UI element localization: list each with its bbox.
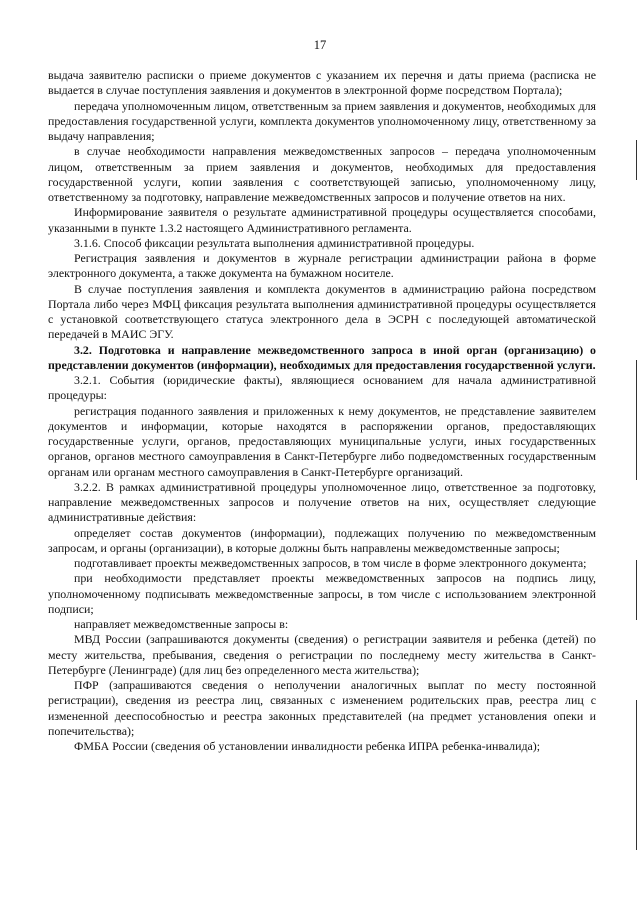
paragraph-determines: определяет состав документов (информации), подлежащих получению по межведомственным запросам, и органы (организации), в которые должны быть направлены межведомственные запросы; bbox=[48, 525, 596, 555]
paragraph-pfr: ПФР (запрашиваются сведения о неполучении аналогичных выплат по месту постоянной регистрации), сведения из реестра лиц, связанных с изменением родительских прав, реестра лиц с измененной дееспособностью и реестра законных представителей (на предмет установления опеки и попечительства); bbox=[48, 678, 596, 738]
document-body bbox=[48, 68, 596, 754]
scan-edge-mark bbox=[636, 560, 637, 620]
paragraph-portal-mfc: В случае поступления заявления и комплекта документов в администрацию района посредством Портала либо через МФЦ фиксация результата выполнения административной процедуры осуществляется с установкой соответствующего статуса электронного дела в ЭСРН с последующей автоматической передачей в МАИС ЭГУ. bbox=[48, 281, 596, 342]
paragraph-receipt: выдача заявителю расписки о приеме документов с указанием их перечня и даты приема (расписка не выдается в случае поступления заявления и документов в электронной форме посредством Портала); bbox=[48, 68, 596, 98]
section-heading-3-2: 3.2. Подготовка и направление межведомственного запроса в иной орган (организацию) о представлении документов (информации), необходимых для предоставления государственной услуги. bbox=[48, 342, 596, 372]
paragraph-sends: направляет межведомственные запросы в: bbox=[74, 617, 289, 631]
paragraph-transfer-documents: передача уполномоченным лицом, ответственным за прием заявления и документов, необходимых для предоставления государственной услуги, комплекта документов уполномоченному лицу, ответственному за выдачу направления; bbox=[48, 98, 596, 143]
paragraph-fmba: ФМБА России (сведения об установлении инвалидности ребенка ИПРА ребенка-инвалида); bbox=[74, 739, 541, 753]
paragraph-3-1-6: 3.1.6. Способ фиксации результата выполнения административной процедуры. bbox=[74, 235, 475, 250]
paragraph-signature: при необходимости представляет проекты межведомственных запросов на подпись лицу, уполномоченному подписывать межведомственные запросы, в том числе с использованием электронной подписи; bbox=[48, 571, 596, 616]
scan-edge-mark bbox=[636, 360, 637, 480]
paragraph-informing: Информирование заявителя о результате административной процедуры осуществляется способами, указанными в пункте 1.3.2 настоящего Административного регламента. bbox=[48, 205, 596, 235]
paragraph-prepares: подготавливает проекты межведомственных запросов, в том числе в форме электронного документа; bbox=[74, 556, 587, 570]
paragraph-mvd: МВД России (запрашиваются документы (сведения) о регистрации заявителя и ребенка (детей) по месту жительства, пребывания, сведения о регистрации по последнему месту жительства в Санкт-Петербурге (Ленинграде) (для лиц без определенного места жительства); bbox=[48, 632, 596, 677]
paragraph-registration-grounds: регистрация поданного заявления и приложенных к нему документов, не представление заявителем документов и информации, которые находятся в распоряжении органов, предоставляющих государственные услуги, органов, предоставляющих муниципальные услуги, иных государственных органов, органов местного самоуправления в Санкт-Петербурге либо подведомственных государственным органам или органам местного самоуправления в Санкт-Петербурге организаций. bbox=[48, 403, 596, 479]
paragraph-3-2-2: 3.2.2. В рамках административной процедуры уполномоченное лицо, ответственное за подготовку, направление межведомственных запросов и получение ответов на них, осуществляет следующие административные действия: bbox=[48, 479, 596, 525]
scan-edge-mark bbox=[636, 140, 637, 180]
page-number: 17 bbox=[313, 38, 327, 52]
paragraph-registration: Регистрация заявления и документов в журнале регистрации администрации района в форме электронного документа, а также документа на бумажном носителе. bbox=[48, 251, 596, 281]
paragraph-interagency-copy: в случае необходимости направления межведомственных запросов – передача уполномоченным лицом, ответственным за прием заявления и документов, необходимых для предоставления государственной услуги, копии заявления с соответствующей записью, уполномоченному лицу, ответственному за подготовку, направление межведомственных запросов и получение ответов на них. bbox=[48, 144, 596, 204]
scan-edge-mark bbox=[636, 700, 637, 850]
paragraph-3-2-1: 3.2.1. События (юридические факты), являющиеся основанием для начала административной процедуры: bbox=[48, 373, 596, 403]
